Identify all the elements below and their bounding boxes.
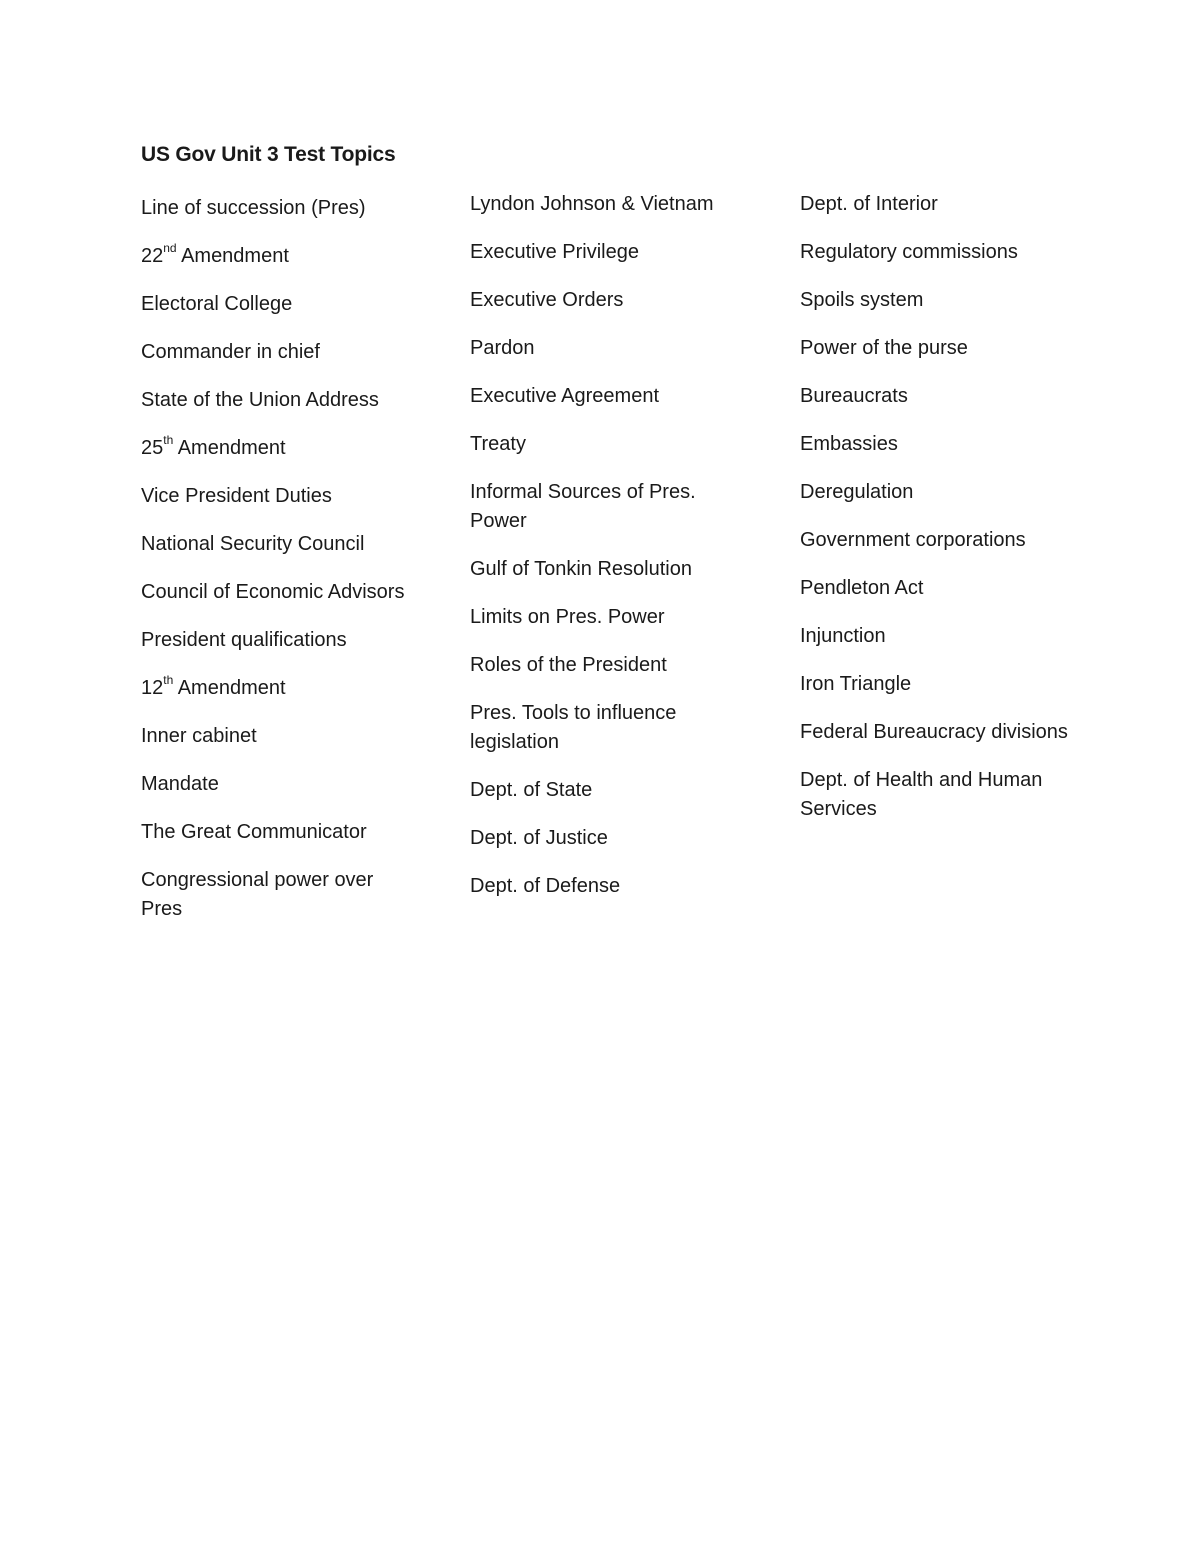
topic-item: [800, 622, 1070, 651]
topic-item: [800, 334, 1070, 363]
topic-text: Executive Privilege: [470, 241, 639, 263]
topic-column-2: [470, 190, 740, 920]
topic-text: Deregulation: [800, 481, 914, 503]
topic-item: [141, 770, 411, 799]
topic-text: Lyndon Johnson & Vietnam: [470, 193, 714, 215]
topic-text: Electoral College: [141, 293, 293, 315]
topic-item: [141, 434, 411, 463]
topic-item: [800, 286, 1070, 315]
document-title: US Gov Unit 3 Test Topics: [141, 143, 396, 166]
topic-item: [800, 382, 1070, 411]
topic-item: [470, 872, 740, 901]
topic-item: [470, 776, 740, 805]
topic-text: Informal Sources of Pres. Power: [470, 481, 696, 532]
topic-text: Government corporations: [800, 529, 1026, 551]
topic-text: Dept. of Defense: [470, 875, 621, 897]
topic-text: Dept. of Health and Human Services: [800, 769, 1043, 820]
topic-item: [141, 674, 411, 703]
topic-text: Limits on Pres. Power: [470, 606, 665, 628]
topic-item: [470, 238, 740, 267]
topic-item: [141, 818, 411, 847]
ordinal-suffix: th: [163, 433, 174, 448]
topic-text: Federal Bureaucracy divisions: [800, 721, 1068, 743]
topic-item: [800, 430, 1070, 459]
topic-item: [470, 699, 740, 757]
topic-item: [470, 555, 740, 584]
topic-item: [470, 824, 740, 853]
topic-text: Executive Orders: [470, 289, 624, 311]
topic-item: [141, 530, 411, 559]
topic-text: Embassies: [800, 433, 898, 455]
topic-item: [800, 526, 1070, 555]
topic-item: [800, 718, 1070, 747]
topic-item: [141, 194, 411, 223]
topic-text: Inner cabinet: [141, 725, 257, 747]
topic-text: National Security Council: [141, 533, 365, 555]
topic-text: Pres. Tools to influence legislation: [470, 702, 677, 753]
topic-text: 22: [141, 245, 164, 267]
topic-item: [470, 190, 740, 219]
topic-item: [141, 626, 411, 655]
topic-text: Commander in chief: [141, 341, 320, 363]
topic-text: 12: [141, 677, 164, 699]
topic-text: Roles of the President: [470, 654, 667, 676]
ordinal-suffix: th: [163, 673, 174, 688]
topic-item: [470, 334, 740, 363]
topic-text-continued: Amendment: [173, 437, 286, 459]
topic-column-1: [141, 194, 411, 943]
topic-column-3: [800, 190, 1070, 843]
topic-item: [470, 430, 740, 459]
topic-text: Treaty: [470, 433, 526, 455]
topic-text: Mandate: [141, 773, 219, 795]
topic-text: Pendleton Act: [800, 577, 924, 599]
topic-item: [141, 338, 411, 367]
topic-item: [800, 766, 1070, 824]
topic-item: [141, 386, 411, 415]
topic-text: President qualifications: [141, 629, 347, 651]
topic-item: [800, 190, 1070, 219]
topic-text: State of the Union Address: [141, 389, 379, 411]
ordinal-suffix: nd: [163, 241, 177, 256]
topic-item: [470, 478, 740, 536]
topic-text: Dept. of Justice: [470, 827, 608, 849]
topic-item: [800, 670, 1070, 699]
topic-text: Dept. of Interior: [800, 193, 938, 215]
topic-text: Gulf of Tonkin Resolution: [470, 558, 692, 580]
topic-text: Spoils system: [800, 289, 924, 311]
topic-item: [470, 382, 740, 411]
topic-text-continued: Amendment: [176, 245, 289, 267]
topic-item: [800, 238, 1070, 267]
topic-text: Vice President Duties: [141, 485, 332, 507]
topic-item: [141, 482, 411, 511]
topic-item: [141, 722, 411, 751]
topic-item: [470, 603, 740, 632]
topic-item: [470, 286, 740, 315]
topic-text: The Great Communicator: [141, 821, 367, 843]
topic-text: Power of the purse: [800, 337, 968, 359]
topic-item: [141, 290, 411, 319]
topic-item: [141, 242, 411, 271]
topic-item: [141, 866, 411, 924]
topic-text: Executive Agreement: [470, 385, 659, 407]
topic-item: [470, 651, 740, 680]
topic-text: Line of succession (Pres): [141, 197, 366, 219]
topic-item: [800, 574, 1070, 603]
topic-text: Iron Triangle: [800, 673, 912, 695]
topic-item: [141, 578, 411, 607]
topic-text: Council of Economic Advisors: [141, 581, 405, 603]
topic-text: Congressional power over Pres: [141, 869, 374, 920]
topic-text: 25: [141, 437, 164, 459]
topic-text-continued: Amendment: [173, 677, 286, 699]
topic-text: Injunction: [800, 625, 886, 647]
topic-text: Regulatory commissions: [800, 241, 1018, 263]
topic-text: Pardon: [470, 337, 535, 359]
topic-item: [800, 478, 1070, 507]
topic-text: Bureaucrats: [800, 385, 908, 407]
topic-text: Dept. of State: [470, 779, 593, 801]
